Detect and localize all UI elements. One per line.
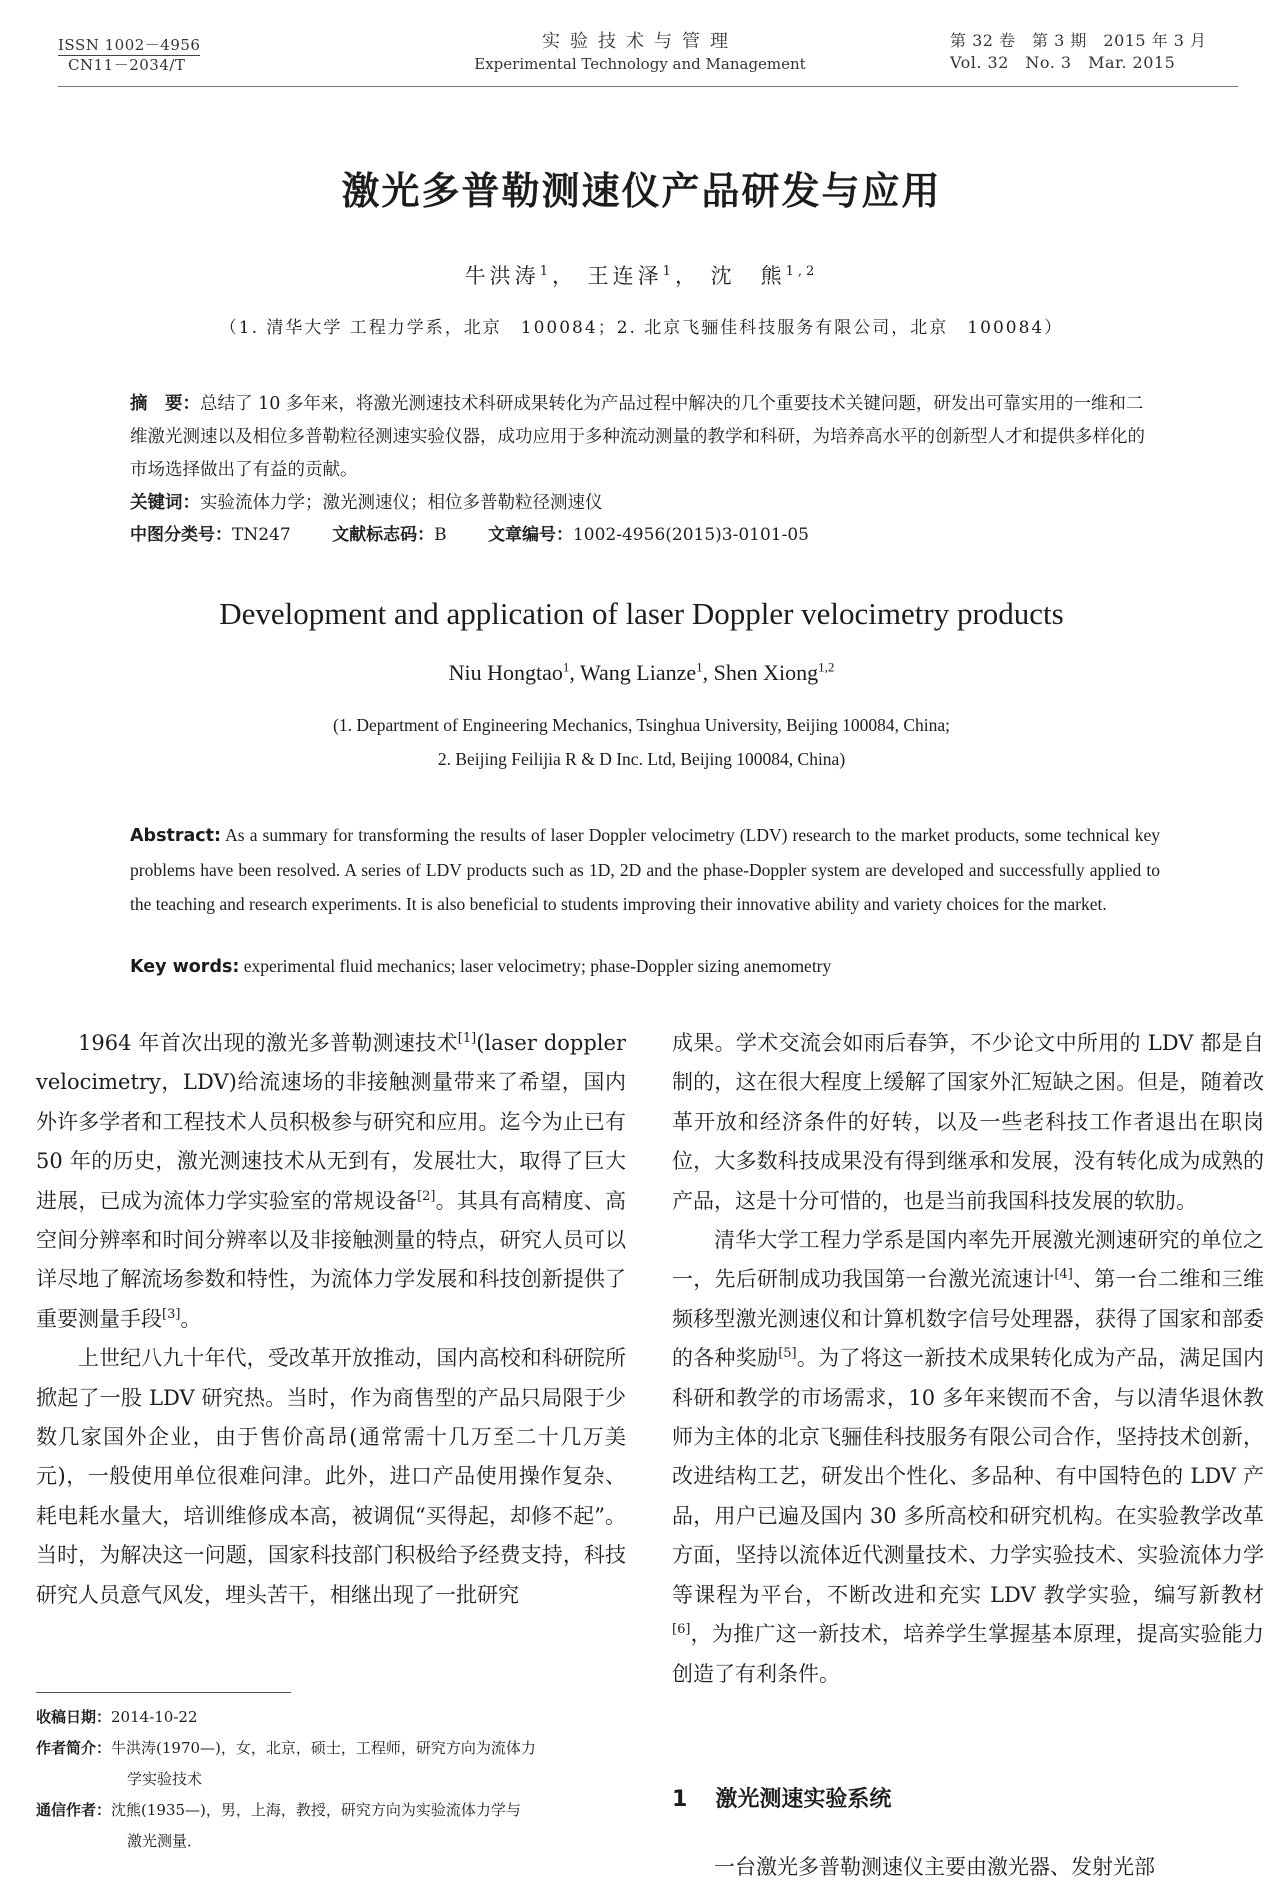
author-sep-en: ,: [702, 660, 714, 685]
author-sup-en: 1: [696, 659, 703, 675]
abstract-en: [130, 818, 1160, 921]
citation[interactable]: [6]: [672, 1622, 691, 1638]
keywords-text-en: experimental fluid mechanics; laser velocimetry; phase-Doppler sizing anemometry: [243, 956, 832, 976]
text-run: 。为了将这一新技术成果转化成为产品，满足国内科研和教学的市场需求，10 多年来锲而不舍，与以清华退休教师为主体的北京飞骊佳科技服务有限公司合作，坚持技术创新，改进结构工艺，研发出个性化、多品种、有中国特色的 LDV 产品，用户已遍及国内 30 多所高校和研究机构。在实验教学改革方面，坚持以流体近代测量技术、力学实验技术、实验流体力学等课程为平台，不断改进和充实 LDV 教学实验，编写新教材: [672, 1346, 1264, 1607]
abstract-text-cn: 总结了 10 多年来，将激光测速技术科研成果转化为产品过程中解决的几个重要技术关键问题，研发出可靠实用的一维和二维激光测速以及相位多普勒粒径测速实验仪器，成功应用于多种流动测量的教学和科研，为培养高水平的创新型人才和提供多样化的市场选择做出了有益的贡献。: [130, 394, 1145, 480]
doc-code-label: 文献标志码：: [332, 525, 435, 545]
author-sup: 1: [662, 264, 675, 279]
text-run: 1964 年首次出现的激光多普勒测速技术: [78, 1031, 458, 1055]
body-column-right: [672, 1024, 1264, 1694]
paragraph: 成果。学术交流会如雨后春笋，不少论文中所用的 LDV 都是自制的，这在很大程度上缓解了国家外汇短缺之困。但是，随着改革开放和经济条件的好转，以及一些老科技工作者退出在职岗位，大多数科技成果没有得到继承和发展，没有转化成为成熟的产品，这是十分可惜的，也是当前我国科技发展的软肋。: [672, 1031, 1264, 1213]
affiliation-en-line2: 2. Beijing Feilijia R & D Inc. Ltd, Beijing 100084, China): [437, 749, 846, 769]
clc-value: TN247: [232, 525, 291, 545]
text-run: 。其具有高精度、高空间分辨率和时间分辨率以及非接触测量的特点，研究人员可以详尽地了解流场参数和特性，为流体力学发展和科技创新提供了重要测量手段: [36, 1188, 627, 1331]
keywords-label-en: Key words:: [130, 957, 240, 977]
citation[interactable]: [4]: [1054, 1267, 1073, 1283]
section-title: 激光测速实验系统: [715, 1787, 892, 1812]
article-no-label: 文章编号：: [487, 525, 573, 545]
affiliation-en: [0, 708, 1283, 776]
author-sep: ，: [674, 264, 700, 288]
affiliation-en-line1: (1. Department of Engineering Mechanics, Tsinghua University, Beijing 100084, China;: [333, 715, 950, 735]
author-name: 牛洪涛: [464, 264, 540, 288]
author-bio: [36, 1733, 636, 1764]
keywords-cn: [130, 487, 1160, 520]
author-bio-text: 牛洪涛(1970—)，女，北京，硕士，工程师，研究方向为流体力: [111, 1739, 536, 1757]
clc-label: 中图分类号：: [130, 525, 232, 545]
author-name: 王连泽: [587, 264, 663, 288]
abstract-label-cn: 摘 要：: [130, 394, 200, 414]
abstract-label-en: Abstract:: [130, 826, 222, 846]
issue-en: Vol. 32 No. 3 Mar. 2015: [950, 53, 1176, 72]
corr-cont: 激光测量．: [127, 1832, 203, 1850]
issue-cn: 第 32 卷 第 3 期 2015 年 3 月: [950, 31, 1207, 50]
received-label: 收稿日期：: [36, 1708, 112, 1726]
paper-title-en: Development and application of laser Doppler velocimetry products: [219, 596, 1064, 631]
authors-en: [0, 660, 1283, 686]
received-date: [36, 1702, 636, 1733]
cn-number: CN11－2034/T: [58, 55, 200, 75]
text-run: 、第一台二维和三维频移型激光测速仪和计算机数字信号处理器，获得了国家和部委的各种奖励: [672, 1267, 1265, 1371]
author-bio-cont: 学实验技术: [127, 1770, 203, 1788]
keywords-text-cn: 实验流体力学；激光测速仪；相位多普勒粒径测速仪: [200, 493, 603, 513]
classification-line: [130, 520, 1160, 545]
header-rule: [58, 86, 1238, 87]
author-name: 沈 熊: [710, 264, 786, 288]
corresponding-author: [36, 1795, 636, 1826]
footnote-rule: [36, 1692, 291, 1693]
affiliation-cn: （1. 清华大学 工程力学系，北京 100084；2. 北京飞骊佳科技服务有限公司，北京 100084）: [219, 318, 1064, 338]
paragraph: [672, 1221, 1264, 1694]
author-sup: 1,2: [785, 264, 819, 279]
authors-cn: [0, 260, 1283, 290]
paper-title-cn: 激光多普勒测速仪产品研发与应用: [341, 169, 942, 213]
citation[interactable]: [3]: [162, 1306, 181, 1322]
received-value: 2014-10-22: [111, 1708, 198, 1726]
section-number: 1: [672, 1787, 688, 1812]
author-bio-label: 作者简介：: [36, 1739, 112, 1757]
author-name-en: Wang Lianze: [580, 660, 697, 685]
author-sup-en: 1: [562, 659, 570, 675]
paragraph: 上世纪八九十年代，受改革开放推动，国内高校和科研院所掀起了一股 LDV 研究热。当时，作为商售型的产品只局限于少数几家国外企业，由于售价高昂(通常需十几万至二十几万美元)，一般使用单位很难问津。此外，进口产品使用操作复杂、耗电耗水量大，培训维修成本高，被调侃“买得起，却修不起”。当时，为解决这一问题，国家科技部门积极给予经费支持，科技研究人员意气风发，埋头苦干，相继出现了一批研究: [36, 1346, 626, 1607]
article-no-value: 1002-4956(2015)3-0101-05: [572, 525, 809, 545]
text-run: ，为推广这一新技术，培养学生掌握基本原理，提高实验能力创造了有利条件。: [672, 1622, 1264, 1686]
journal-name-block: [440, 30, 840, 74]
author-sep: ，: [551, 264, 577, 288]
author-name-en: Shen Xiong: [713, 660, 819, 685]
issn: ISSN 1002－4956: [58, 36, 201, 54]
doc-code-value: B: [434, 525, 447, 545]
citation[interactable]: [2]: [417, 1188, 436, 1204]
body-column-left: [36, 1024, 626, 1615]
corr-text: 沈熊(1935—)，男，上海，教授，研究方向为实验流体力学与: [111, 1801, 521, 1819]
journal-name-en: Experimental Technology and Management: [474, 55, 806, 73]
author-sup: 1: [539, 264, 552, 279]
issn-block: [58, 36, 200, 75]
author-name-en: Niu Hongtao: [448, 660, 563, 685]
keywords-label-cn: 关键词：: [130, 493, 200, 513]
section-first-line: 一台激光多普勒测速仪主要由激光器、发射光部: [714, 1855, 1155, 1879]
section-heading: [672, 1782, 891, 1813]
keywords-en: [130, 956, 1160, 977]
abstract-text-en: As a summary for transforming the results of laser Doppler velocimetry (LDV) research to the market products, some technical key problems have been resolved. A series of LDV products such as 1D, 2D and the phase-Doppler system are developed and successfully applied to the teaching and research experiments. It is also beneficial to students improving their innovative ability and variety choices for the market.: [130, 825, 1160, 914]
text-run: 清华大学工程力学系是国内率先开展激光测速研究的单位之一，先后研制成功我国第一台激光流速计: [672, 1228, 1264, 1292]
author-sep-en: ,: [569, 660, 580, 685]
corr-label: 通信作者：: [36, 1801, 112, 1819]
citation[interactable]: [5]: [778, 1346, 797, 1362]
abstract-cn: [130, 388, 1160, 520]
text-run: (laser doppler velocimetry，LDV)给流速场的非接触测量带来了希望，国内外许多学者和工程技术人员积极参与研究和应用。迄今为止已有 50 年的历史，激光测速技术从无到有，发展壮大，取得了巨大进展，已成为流体力学实验室的常规设备: [36, 1031, 626, 1213]
issue-block: [950, 30, 1207, 74]
footnotes: [36, 1702, 636, 1857]
paragraph: [36, 1024, 626, 1339]
journal-name-cn: 实验技术与管理: [542, 31, 738, 52]
author-sup-en: 1,2: [818, 659, 835, 675]
citation[interactable]: [1]: [457, 1031, 477, 1046]
text-run: 。: [180, 1306, 202, 1331]
